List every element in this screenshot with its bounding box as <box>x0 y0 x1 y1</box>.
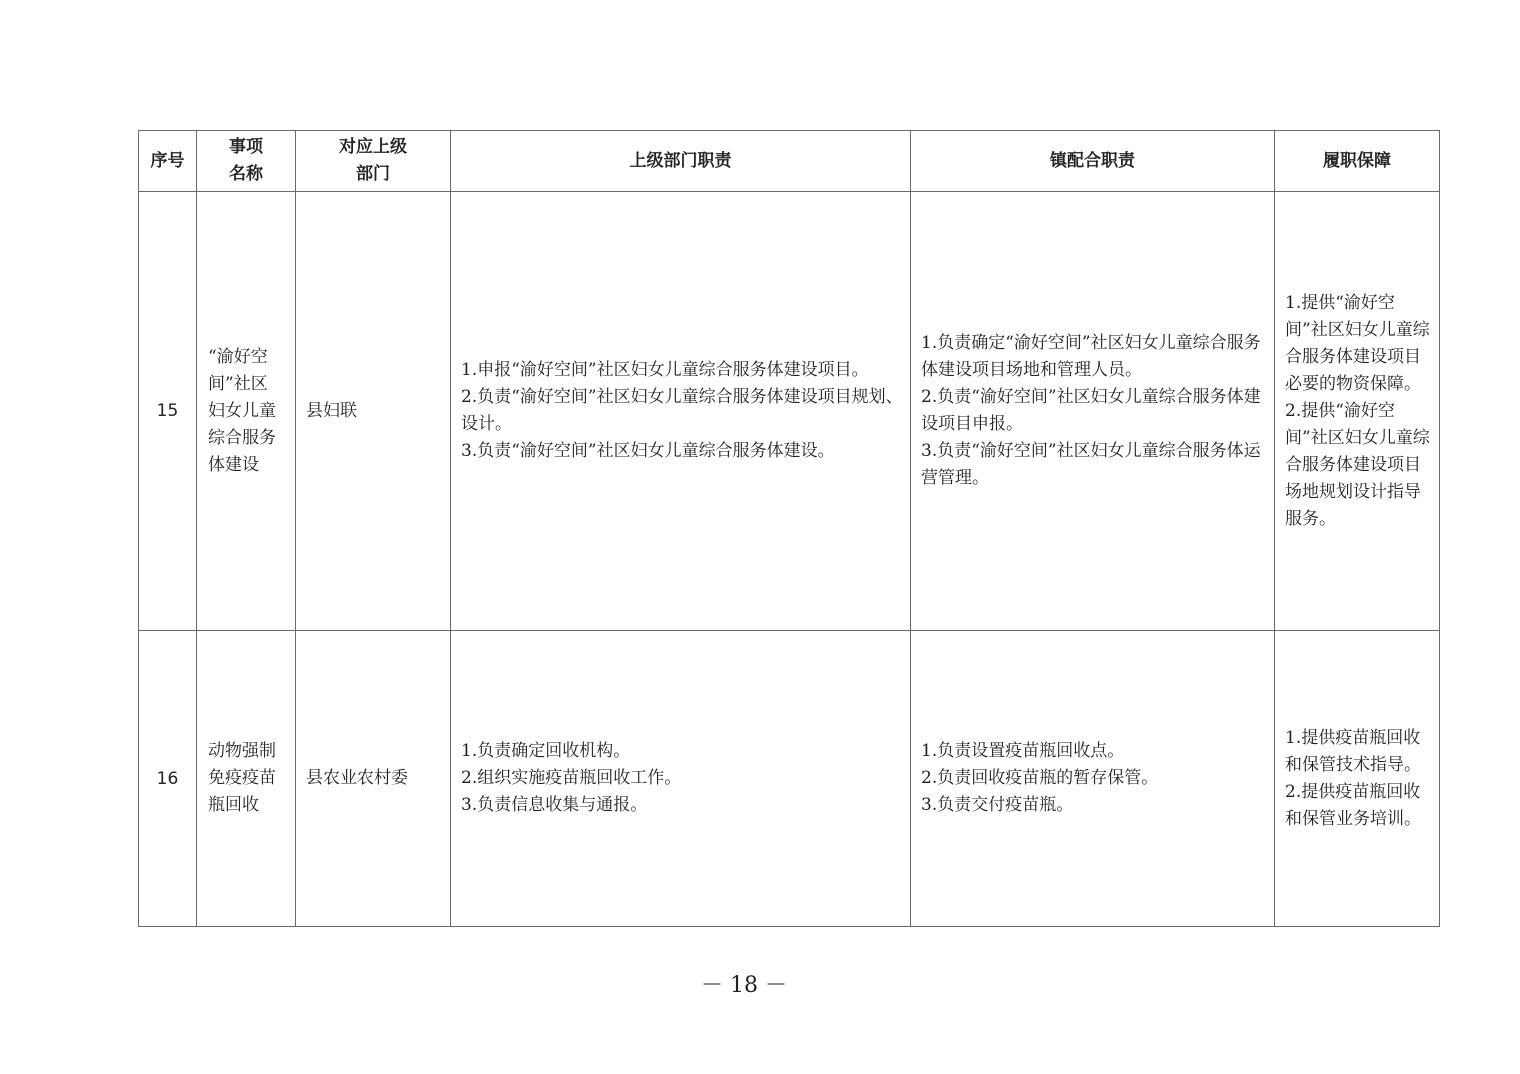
cell-town-duties <box>911 192 1275 631</box>
cell-item-name <box>197 192 296 631</box>
name-line: 免疫疫苗 <box>208 768 276 788</box>
header-superior-dept <box>296 131 451 192</box>
guarantee-item: 1.提供“渝好空间”社区妇女儿童综合服务体建设项目必要的物资保障。 <box>1285 292 1430 394</box>
name-line: 体建设 <box>208 454 259 475</box>
cell-guarantee <box>1275 192 1440 631</box>
header-line: 名称 <box>229 164 263 184</box>
cell-town-duties <box>911 631 1275 927</box>
duty-table <box>138 130 1440 927</box>
header-line: 对应上级 <box>339 137 407 157</box>
duty-item: 2.负责“渝好空间”社区妇女儿童综合服务体建设项目申报。 <box>921 387 1261 434</box>
duty-item: 3.负责“渝好空间”社区妇女儿童综合服务体建设。 <box>461 441 835 461</box>
name-line: 间”社区 <box>208 373 268 394</box>
cell-superior-dept: 县农业农村委 <box>296 631 451 927</box>
guarantee-item: 2.提供疫苗瓶回收和保管业务培训。 <box>1285 781 1421 829</box>
duty-item: 3.负责交付疫苗瓶。 <box>921 795 1074 815</box>
header-line: 部门 <box>356 164 390 184</box>
guarantee-item: 1.提供疫苗瓶回收和保管技术指导。 <box>1285 727 1421 775</box>
duty-item: 1.申报“渝好空间”社区妇女儿童综合服务体建设项目。 <box>461 360 869 380</box>
name-line: 妇女儿童 <box>208 400 276 421</box>
header-line: 事项 <box>229 137 263 157</box>
cell-superior-duties <box>451 192 911 631</box>
duty-item: 3.负责信息收集与通报。 <box>461 795 648 815</box>
cell-superior-duties <box>451 631 911 927</box>
cell-guarantee <box>1275 631 1440 927</box>
name-line: 瓶回收 <box>208 795 259 815</box>
cell-superior-dept: 县妇联 <box>296 192 451 631</box>
header-item-name <box>197 131 296 192</box>
cell-item-name <box>197 631 296 927</box>
name-line: “渝好空 <box>208 346 268 367</box>
table-row <box>139 631 1440 927</box>
duty-item: 1.负责设置疫苗瓶回收点。 <box>921 741 1125 761</box>
duty-item: 3.负责“渝好空间”社区妇女儿童综合服务体运营管理。 <box>921 441 1261 488</box>
header-seq: 序号 <box>139 131 197 192</box>
header-superior-duties: 上级部门职责 <box>451 131 911 192</box>
cell-seq: 16 <box>139 631 197 927</box>
table-row <box>139 192 1440 631</box>
header-guarantee: 履职保障 <box>1275 131 1440 192</box>
name-line: 综合服务 <box>208 427 276 448</box>
duty-item: 2.负责回收疫苗瓶的暂存保管。 <box>921 768 1159 788</box>
guarantee-item: 2.提供“渝好空间”社区妇女儿童综合服务体建设项目场地规划设计指导服务。 <box>1285 400 1430 529</box>
cell-seq: 15 <box>139 192 197 631</box>
duty-item: 2.组织实施疫苗瓶回收工作。 <box>461 768 682 788</box>
header-town-duties: 镇配合职责 <box>911 131 1275 192</box>
table-header-row <box>139 131 1440 192</box>
header-superior-dept-text <box>296 134 450 188</box>
duty-item: 2.负责“渝好空间”社区妇女儿童综合服务体建设项目规划、设计。 <box>461 387 903 434</box>
duty-item: 1.负责确定回收机构。 <box>461 741 631 761</box>
header-item-name-text <box>197 134 295 188</box>
duty-item: 1.负责确定“渝好空间”社区妇女儿童综合服务体建设项目场地和管理人员。 <box>921 333 1261 380</box>
page-number: － 18 － <box>701 973 787 998</box>
name-line: 动物强制 <box>208 741 276 761</box>
